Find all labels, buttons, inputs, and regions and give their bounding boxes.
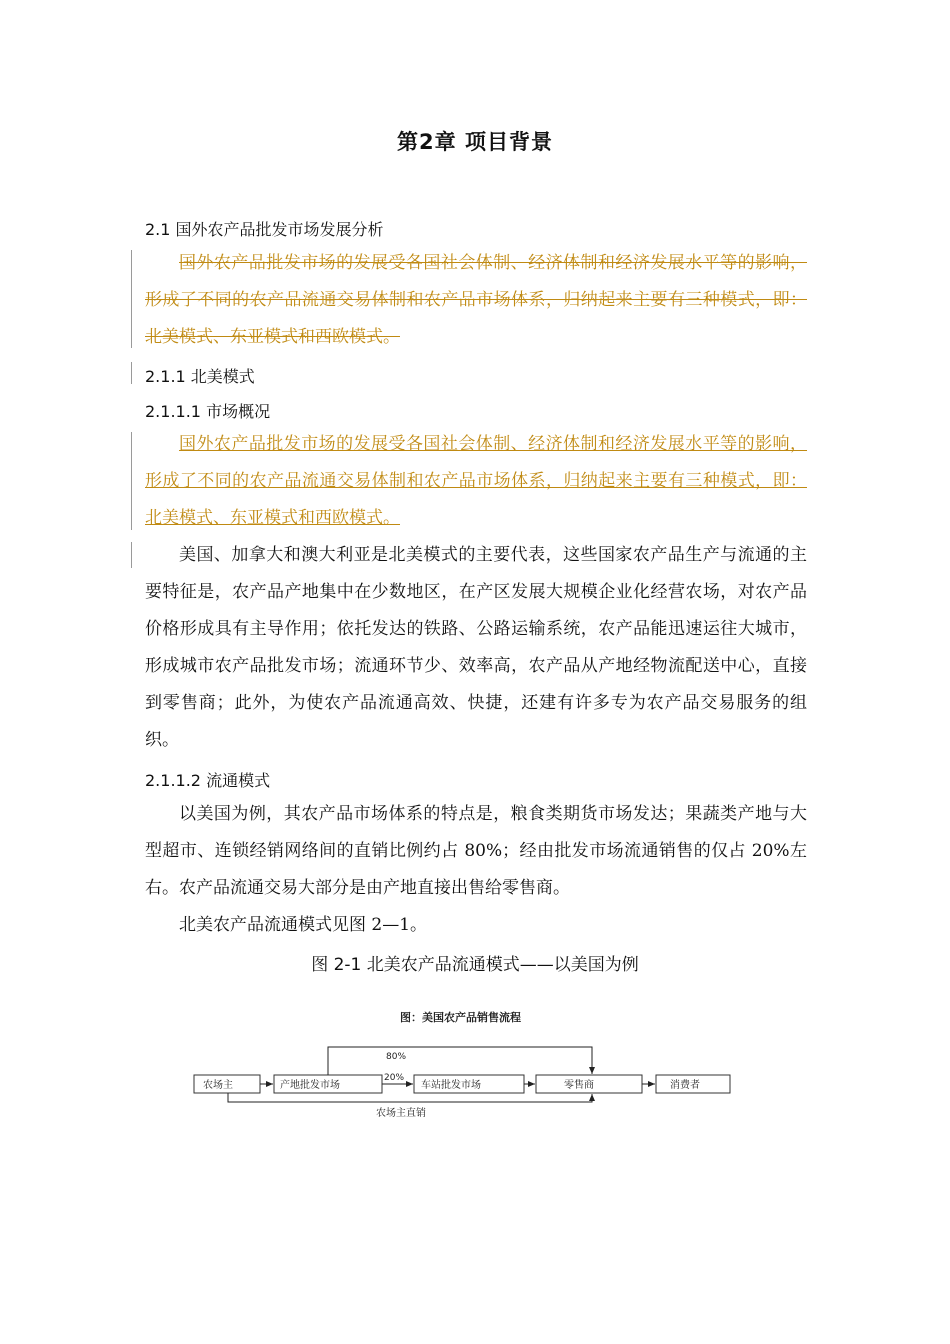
deleted-paragraph: [145, 245, 807, 356]
node-retailer: 零售商: [564, 1080, 594, 1091]
label-20: 20%: [384, 1073, 405, 1083]
figure-reference-paragraph: 北美农产品流通模式见图 2—1。: [179, 915, 428, 935]
flow-diagram: [190, 1005, 750, 1125]
inserted-text: 国外农产品批发市场的发展受各国社会体制、经济体制和经济发展水平等的影响，形成了不同的农产品流通交易体制和农产品市场体系，归纳起来主要有三种模式，即：北美模式、东亚模式和西欧模式。: [145, 434, 807, 528]
node-station-wholesale: 车站批发市场: [421, 1080, 481, 1091]
change-bar: [131, 542, 132, 568]
change-bar: [131, 432, 132, 530]
section-heading-2-1-1-1: 2.1.1.1 市场概况: [145, 402, 271, 421]
flow-paragraph: 以美国为例，其农产品市场体系的特点是，粮食类期货市场发达；果蔬类产地与大型超市、连锁经销网络间的直销比例约占 80%；经由批发市场流通销售的仅占 20%左右。农产品流通交易大部分是由产地直接出售给零售商。: [145, 804, 807, 898]
node-origin-wholesale: 产地批发市场: [280, 1080, 340, 1091]
inserted-paragraph: [145, 426, 807, 537]
market-paragraph: 美国、加拿大和澳大利亚是北美模式的主要代表，这些国家农产品生产与流通的主要特征是，农产品产地集中在少数地区，在产区发展大规模企业化经营农场，对农产品价格形成具有主导作用；依托发达的铁路、公路运输系统，农产品能迅速运往大城市，形成城市农产品批发市场；流通环节少、效率高，农产品从产地经物流配送中心，直接到零售商；此外，为使农产品流通高效、快捷，还建有许多专为农产品交易服务的组织。: [145, 545, 807, 750]
section-heading-2-1-1-2: 2.1.1.2 流通模式: [145, 771, 271, 790]
label-direct: 农场主直销: [376, 1108, 426, 1119]
figure-caption: 图 2-1 北美农产品流通模式——以美国为例: [311, 955, 639, 975]
label-80: 80%: [386, 1052, 407, 1062]
section-heading-2-1: 2.1 国外农产品批发市场发展分析: [145, 220, 384, 239]
chapter-title: 第2章 项目背景: [397, 130, 553, 154]
node-consumer: 消费者: [670, 1080, 700, 1091]
change-bar: [131, 250, 132, 348]
node-farmer: 农场主: [203, 1080, 233, 1091]
change-bar: [131, 362, 132, 384]
deleted-text: 国外农产品批发市场的发展受各国社会体制、经济体制和经济发展水平等的影响，形成了不同的农产品流通交易体制和农产品市场体系，归纳起来主要有三种模式，即：北美模式、东亚模式和西欧模式。: [145, 253, 807, 347]
figure-title: 图：美国农产品销售流程: [400, 1011, 521, 1024]
flow-arrow-direct: [228, 1093, 592, 1102]
section-heading-2-1-1: 2.1.1 北美模式: [145, 367, 255, 386]
flow-arrow-80: [328, 1047, 592, 1075]
